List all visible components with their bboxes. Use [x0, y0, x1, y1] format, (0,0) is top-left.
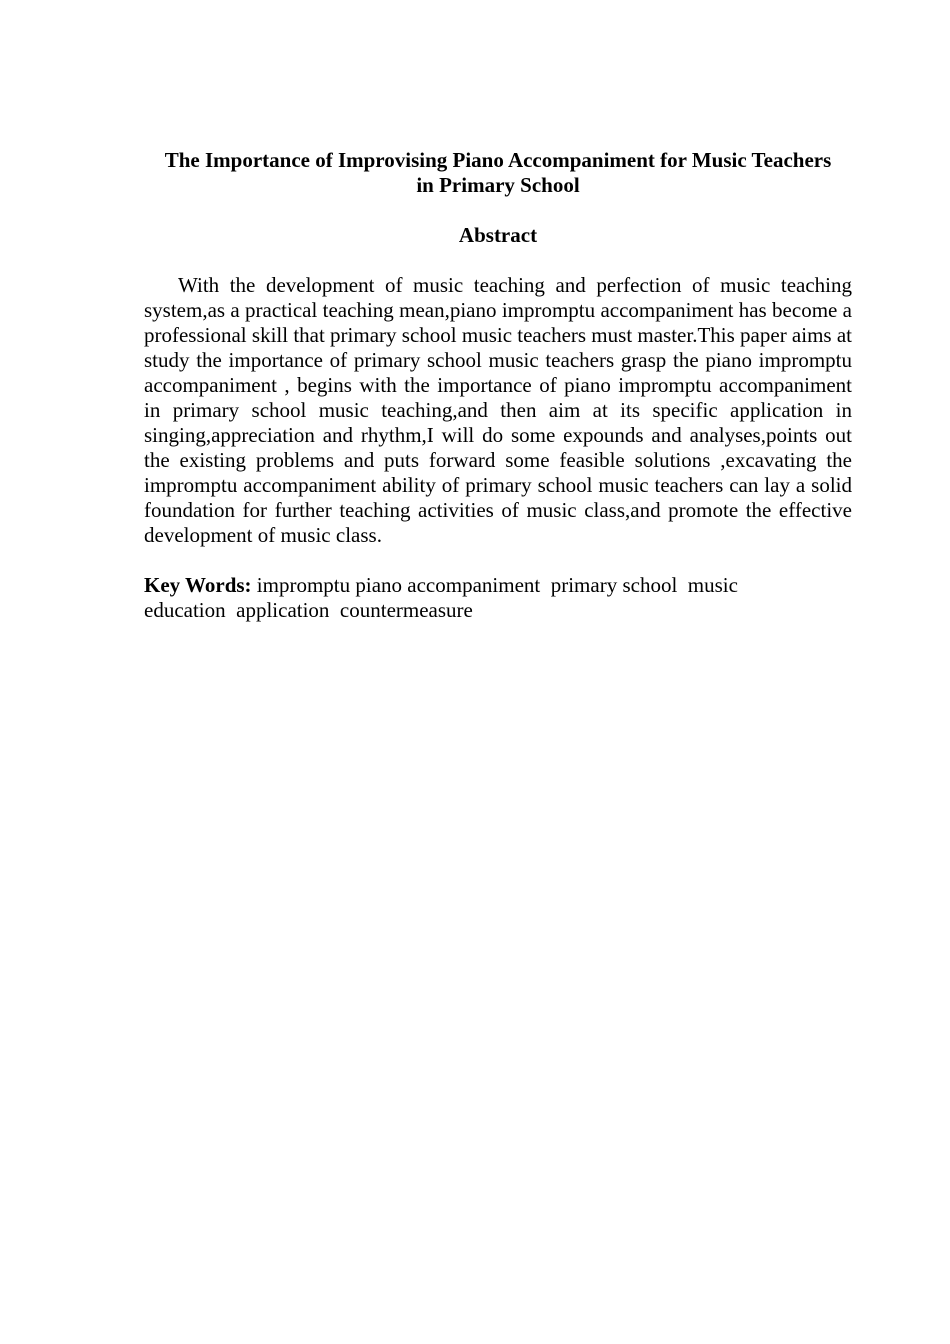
abstract-body: With the development of music teaching and perfection of music teaching system,as a practical teaching mean,piano impromptu accompaniment has become a professional skill that primary school music teachers must master.This paper aims at study the importance of primary school music teachers grasp the piano impromptu accompaniment , begins with the importance of piano impromptu accompaniment in primary school music teaching,and then aim at its specific application in singing,appreciation and rhythm,I will do some expounds and analyses,points out the existing problems and puts forward some feasible solutions ,excavating the impromptu accompaniment ability of primary school music teachers can lay a solid foundation for further teaching activities of music class,and promote the effective development of music class.	[144, 273, 853, 547]
paper-title: The Importance of Improvising Piano Accompaniment for Music Teachers in Primary School	[164, 148, 832, 197]
abstract-heading: Abstract	[458, 223, 538, 247]
keywords-text: impromptu piano accompaniment primary school music education application countermeasure	[144, 573, 744, 622]
paper-page	[144, 148, 852, 623]
keywords-label: Key Words:	[144, 573, 252, 597]
keywords-paragraph	[144, 573, 794, 623]
